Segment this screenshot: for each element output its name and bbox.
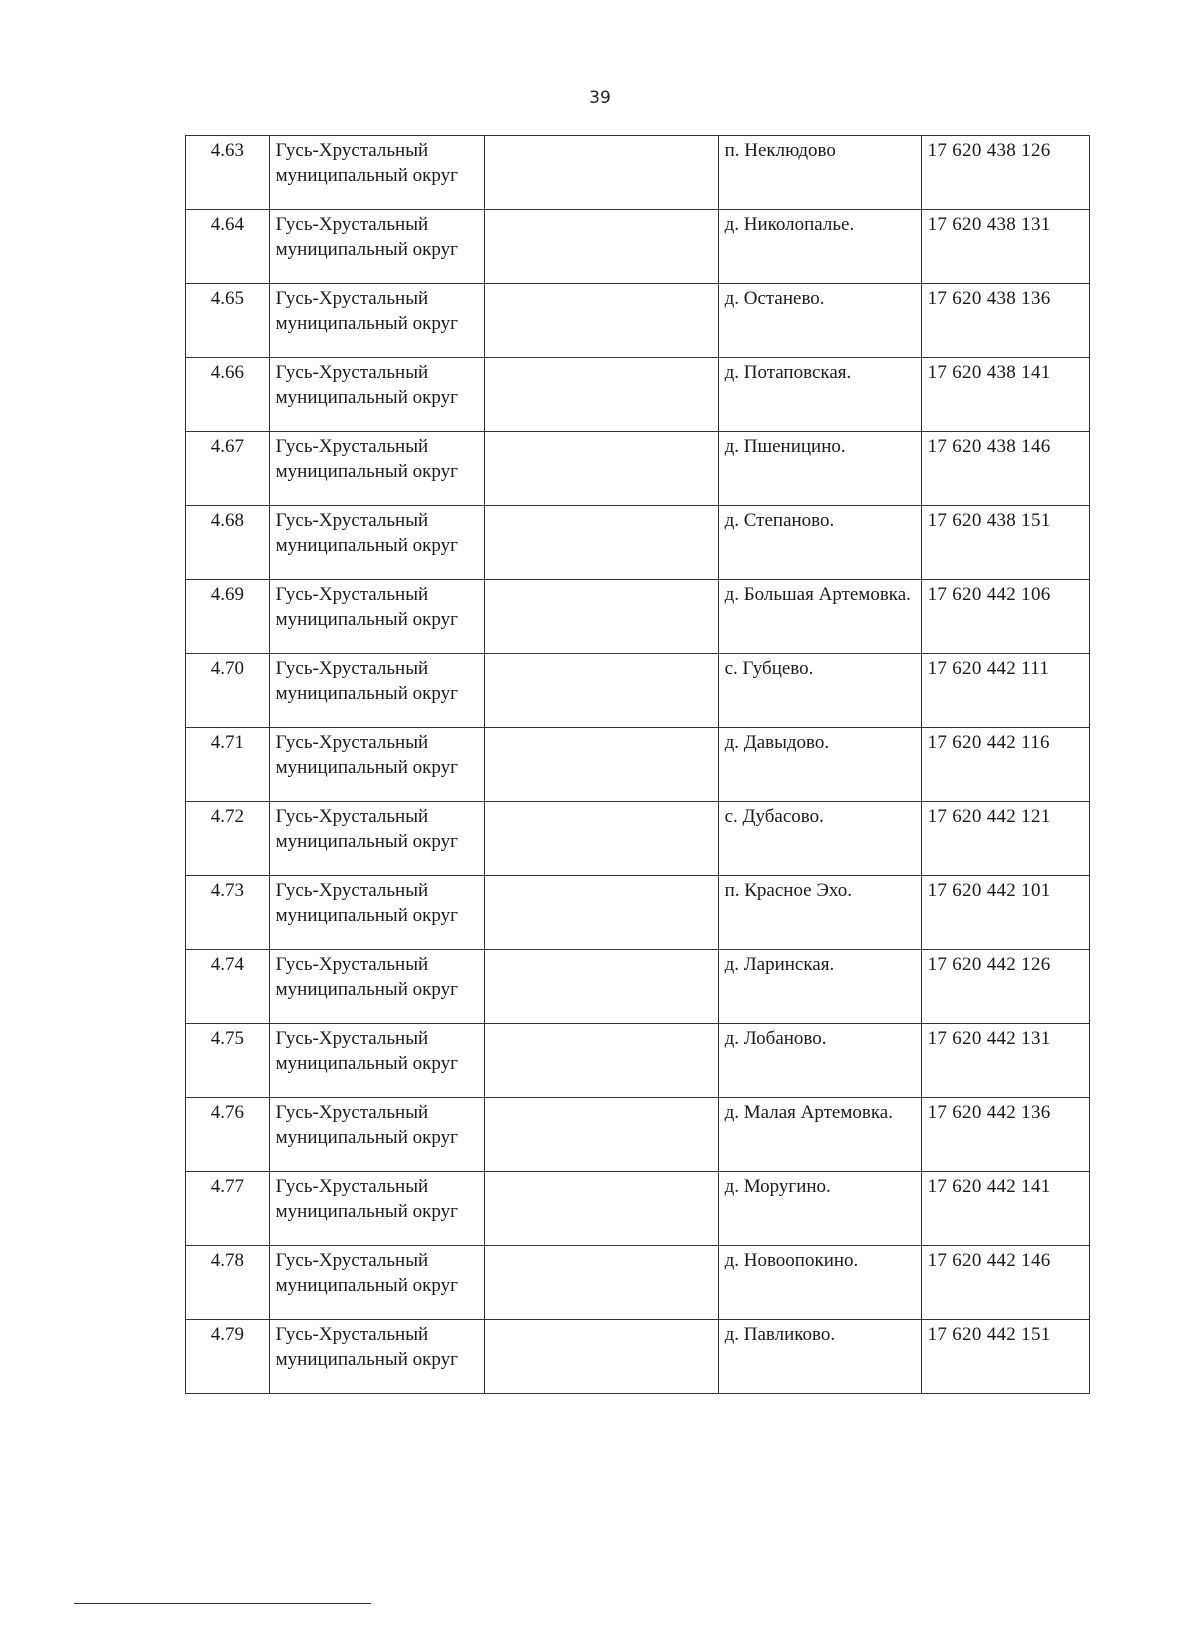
row-number: 4.70 — [186, 654, 270, 728]
row-number: 4.71 — [186, 728, 270, 802]
row-number: 4.79 — [186, 1320, 270, 1394]
locality-cell: с. Дубасово. — [718, 802, 921, 876]
municipality-cell: Гусь-Хрустальный муниципальный округ — [269, 728, 484, 802]
locality-table — [185, 135, 1090, 1394]
empty-cell — [484, 284, 718, 358]
empty-cell — [484, 950, 718, 1024]
row-number: 4.64 — [186, 210, 270, 284]
row-number: 4.63 — [186, 136, 270, 210]
municipality-cell: Гусь-Хрустальный муниципальный округ — [269, 506, 484, 580]
oktmo-code-cell: 17 620 442 146 — [921, 1246, 1089, 1320]
oktmo-code-cell: 17 620 438 151 — [921, 506, 1089, 580]
locality-cell: д. Давыдово. — [718, 728, 921, 802]
table-row — [186, 950, 1090, 1024]
empty-cell — [484, 1172, 718, 1246]
locality-cell: д. Потаповская. — [718, 358, 921, 432]
table-row — [186, 210, 1090, 284]
oktmo-code-cell: 17 620 438 126 — [921, 136, 1089, 210]
municipality-cell: Гусь-Хрустальный муниципальный округ — [269, 136, 484, 210]
table-row — [186, 358, 1090, 432]
empty-cell — [484, 1320, 718, 1394]
row-number: 4.78 — [186, 1246, 270, 1320]
oktmo-code-cell: 17 620 438 141 — [921, 358, 1089, 432]
table-row — [186, 1246, 1090, 1320]
locality-cell: д. Николопалье. — [718, 210, 921, 284]
municipality-cell: Гусь-Хрустальный муниципальный округ — [269, 1024, 484, 1098]
locality-cell: п. Красное Эхо. — [718, 876, 921, 950]
locality-cell: д. Ларинская. — [718, 950, 921, 1024]
locality-cell: д. Малая Артемовка. — [718, 1098, 921, 1172]
municipality-cell: Гусь-Хрустальный муниципальный округ — [269, 210, 484, 284]
locality-cell: д. Павликово. — [718, 1320, 921, 1394]
table-row — [186, 802, 1090, 876]
oktmo-code-cell: 17 620 442 116 — [921, 728, 1089, 802]
row-number: 4.69 — [186, 580, 270, 654]
row-number: 4.67 — [186, 432, 270, 506]
locality-cell: д. Большая Артемовка. — [718, 580, 921, 654]
oktmo-code-cell: 17 620 442 131 — [921, 1024, 1089, 1098]
locality-cell: д. Пшеницино. — [718, 432, 921, 506]
row-number: 4.68 — [186, 506, 270, 580]
municipality-cell: Гусь-Хрустальный муниципальный округ — [269, 580, 484, 654]
locality-cell: с. Губцево. — [718, 654, 921, 728]
row-number: 4.66 — [186, 358, 270, 432]
oktmo-code-cell: 17 620 442 126 — [921, 950, 1089, 1024]
empty-cell — [484, 1246, 718, 1320]
oktmo-code-cell: 17 620 442 101 — [921, 876, 1089, 950]
empty-cell — [484, 210, 718, 284]
locality-cell: д. Степаново. — [718, 506, 921, 580]
municipality-cell: Гусь-Хрустальный муниципальный округ — [269, 1246, 484, 1320]
locality-cell: п. Неклюдово — [718, 136, 921, 210]
table-row — [186, 284, 1090, 358]
municipality-cell: Гусь-Хрустальный муниципальный округ — [269, 950, 484, 1024]
locality-cell: д. Останево. — [718, 284, 921, 358]
oktmo-code-cell: 17 620 442 141 — [921, 1172, 1089, 1246]
table-row — [186, 1024, 1090, 1098]
row-number: 4.65 — [186, 284, 270, 358]
empty-cell — [484, 728, 718, 802]
empty-cell — [484, 432, 718, 506]
empty-cell — [484, 1098, 718, 1172]
row-number: 4.73 — [186, 876, 270, 950]
municipality-cell: Гусь-Хрустальный муниципальный округ — [269, 1098, 484, 1172]
municipality-cell: Гусь-Хрустальный муниципальный округ — [269, 654, 484, 728]
empty-cell — [484, 136, 718, 210]
municipality-cell: Гусь-Хрустальный муниципальный округ — [269, 358, 484, 432]
oktmo-code-cell: 17 620 442 151 — [921, 1320, 1089, 1394]
row-number: 4.74 — [186, 950, 270, 1024]
table-row — [186, 728, 1090, 802]
oktmo-code-cell: 17 620 438 131 — [921, 210, 1089, 284]
table-row — [186, 1320, 1090, 1394]
table-row — [186, 1098, 1090, 1172]
municipality-cell: Гусь-Хрустальный муниципальный округ — [269, 876, 484, 950]
table-row — [186, 506, 1090, 580]
empty-cell — [484, 1024, 718, 1098]
empty-cell — [484, 506, 718, 580]
locality-cell: д. Новоопокино. — [718, 1246, 921, 1320]
oktmo-code-cell: 17 620 438 136 — [921, 284, 1089, 358]
table-row — [186, 876, 1090, 950]
table-row — [186, 136, 1090, 210]
table-row — [186, 1172, 1090, 1246]
empty-cell — [484, 358, 718, 432]
locality-cell: д. Лобаново. — [718, 1024, 921, 1098]
oktmo-code-cell: 17 620 442 136 — [921, 1098, 1089, 1172]
empty-cell — [484, 580, 718, 654]
empty-cell — [484, 802, 718, 876]
municipality-cell: Гусь-Хрустальный муниципальный округ — [269, 284, 484, 358]
row-number: 4.77 — [186, 1172, 270, 1246]
oktmo-code-cell: 17 620 442 121 — [921, 802, 1089, 876]
footnote-separator — [74, 1603, 371, 1604]
oktmo-code-cell: 17 620 442 111 — [921, 654, 1089, 728]
municipality-cell: Гусь-Хрустальный муниципальный округ — [269, 432, 484, 506]
page-number: 39 — [589, 88, 611, 108]
empty-cell — [484, 876, 718, 950]
locality-cell: д. Моругино. — [718, 1172, 921, 1246]
municipality-cell: Гусь-Хрустальный муниципальный округ — [269, 1172, 484, 1246]
empty-cell — [484, 654, 718, 728]
municipality-cell: Гусь-Хрустальный муниципальный округ — [269, 802, 484, 876]
oktmo-code-cell: 17 620 442 106 — [921, 580, 1089, 654]
row-number: 4.72 — [186, 802, 270, 876]
row-number: 4.75 — [186, 1024, 270, 1098]
table-row — [186, 580, 1090, 654]
oktmo-code-cell: 17 620 438 146 — [921, 432, 1089, 506]
municipality-cell: Гусь-Хрустальный муниципальный округ — [269, 1320, 484, 1394]
table-row — [186, 432, 1090, 506]
row-number: 4.76 — [186, 1098, 270, 1172]
table-row — [186, 654, 1090, 728]
